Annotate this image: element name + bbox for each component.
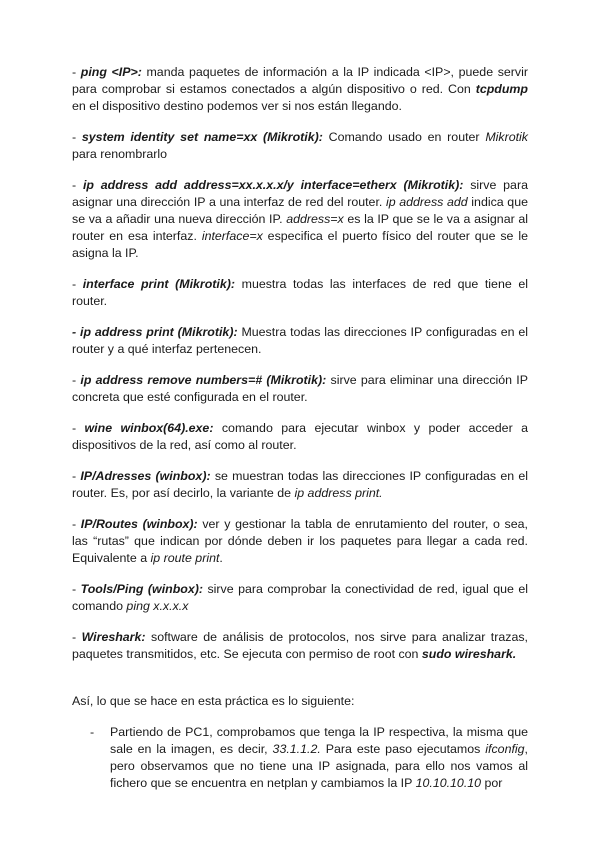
text-run: software de análisis de protocolos, nos sirve para analizar trazas, paquetes transmitidos, etc. Se ejecuta con permiso de root con <box>72 630 528 661</box>
text-run: muestra todas las interfaces de red que tiene el router. <box>72 277 528 308</box>
command-entry-winbox-exe <box>72 420 528 454</box>
document-page <box>72 64 528 792</box>
command-entry-ip-address-print <box>72 324 528 358</box>
command-entry-interface-print <box>72 276 528 310</box>
command-entry-system-identity <box>72 129 528 163</box>
command-entry-ip-address-add <box>72 177 528 262</box>
command-name: IP/Routes (winbox): <box>80 517 198 531</box>
text-run: se muestran todas las direcciones IP configuradas en el router. Es, por así decirlo, la variante de <box>72 469 529 500</box>
command-name: ip address remove numbers=# (Mikrotik): <box>80 373 327 387</box>
text-run: es la IP que se le va a asignar al router en esa interfaz. <box>72 212 528 243</box>
command-entry-ping <box>72 64 528 115</box>
italic-term: 10.10.10.10 <box>415 776 482 790</box>
text-run: - <box>72 65 81 79</box>
command-name: ip address add address=xx.x.x.x/y interface=etherx (Mikrotik): <box>82 178 464 192</box>
text-run: , pero observamos que no tiene una IP asignada, para ello nos vamos al fichero que se encuentra en netplan y cambiamos la IP <box>110 742 528 790</box>
command-name: ping <IP>: <box>80 65 142 79</box>
italic-term: 33.1.1.2. <box>272 742 321 756</box>
command-list <box>72 64 528 663</box>
text-run: sirve para comprobar la conectividad de red, igual que el comando <box>72 582 528 613</box>
text-run: Partiendo de PC1, comprobamos que tenga la IP respectiva, la misma que sale en la imagen, es decir, <box>110 725 528 756</box>
italic-term: Mikrotik <box>485 130 528 144</box>
text-run: Muestra todas las direcciones IP configuradas en el router y a qué interfaz pertenecen. <box>72 325 529 356</box>
command-name: wine winbox(64).exe: <box>84 421 214 435</box>
bullet-dash: - <box>90 725 95 739</box>
italic-term: ip address add <box>385 195 468 209</box>
command-name: - ip address print (Mikrotik): <box>72 325 238 339</box>
italic-term: ip address print. <box>294 486 383 500</box>
step-item <box>72 724 528 792</box>
steps-list <box>72 724 528 792</box>
text-run: - <box>72 630 82 644</box>
text-run: Para este paso ejecutamos <box>320 742 486 756</box>
italic-term: ping x.x.x.x <box>126 599 189 613</box>
command-entry-wireshark <box>72 629 528 663</box>
command-name: system identity set name=xx (Mikrotik): <box>81 130 323 144</box>
text-run: sirve para eliminar una dirección IP concreta que esté configurada en el router. <box>72 373 528 404</box>
text-run: - <box>72 373 81 387</box>
text-run: . <box>219 551 223 565</box>
text-run: indica que se va a añadir una nueva dirección IP. <box>72 195 528 226</box>
italic-term: address=x <box>286 212 344 226</box>
bold-term: sudo wireshark. <box>421 647 517 661</box>
command-name: IP/Adresses (winbox): <box>80 469 211 483</box>
intro-text: Así, lo que se hace en esta práctica es lo siguiente: <box>72 694 355 708</box>
text-run: Comando usado en router <box>322 130 486 144</box>
text-run: - <box>72 582 81 596</box>
italic-term: interface=x <box>201 229 263 243</box>
text-run: - <box>72 277 83 291</box>
text-run: comando para ejecutar winbox y poder acceder a dispositivos de la red, así como al router. <box>72 421 528 452</box>
command-name: Tools/Ping (winbox): <box>80 582 203 596</box>
command-entry-ip-address-remove <box>72 372 528 406</box>
text-run: por <box>481 776 503 790</box>
text-run: - <box>72 130 82 144</box>
text-run: ver y gestionar la tabla de enrutamiento del router, o sea, las “rutas” que indican por dónde deben ir los paquetes para llegar a cada red. Equivalente a <box>72 517 528 565</box>
text-run: en el dispositivo destino podemos ver si nos están llegando. <box>72 99 402 113</box>
command-name: Wireshark: <box>81 630 146 644</box>
command-entry-ip-adresses-winbox <box>72 468 528 502</box>
bold-term: tcpdump <box>475 82 528 96</box>
text-run: sirve para asignar una dirección IP a una interfaz de red del router. <box>72 178 528 209</box>
italic-term: ifconfig <box>485 742 525 756</box>
text-run: especifica el puerto físico del router que se le asigna la IP. <box>72 229 528 260</box>
text-run: - <box>72 469 81 483</box>
text-run: - <box>72 517 81 531</box>
command-entry-tools-ping <box>72 581 528 615</box>
command-name: interface print (Mikrotik): <box>82 277 236 291</box>
command-entry-ip-routes-winbox <box>72 516 528 567</box>
text-run: para renombrarlo <box>72 147 168 161</box>
text-run: - <box>72 421 85 435</box>
text-run: - <box>72 178 83 192</box>
text-run: manda paquetes de información a la IP indicada <IP>, puede servir para comprobar si estamos conectados a algún dispositivo o red. Con <box>72 65 528 96</box>
italic-term: ip route print <box>150 551 220 565</box>
